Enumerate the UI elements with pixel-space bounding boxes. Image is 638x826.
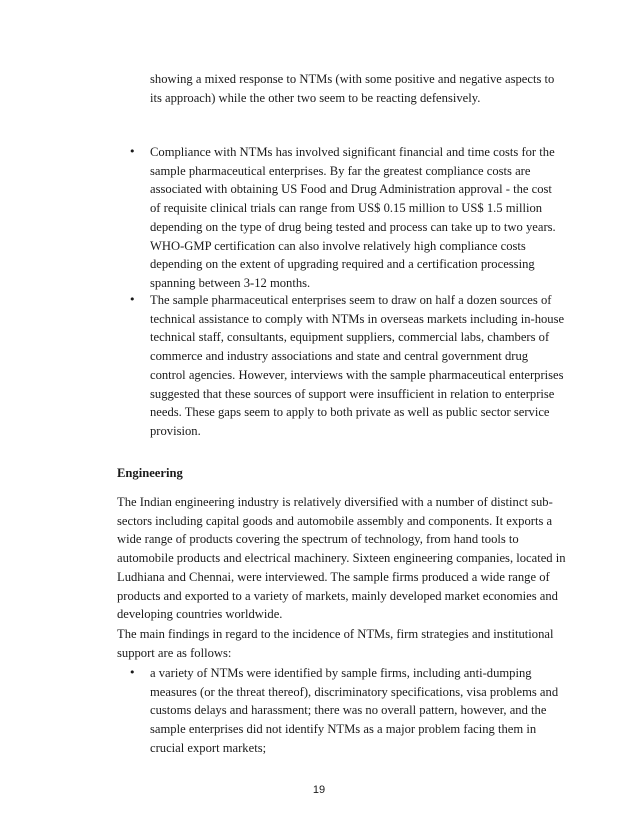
text-line: The sample pharmaceutical enterprises seem to draw on half a dozen sources of bbox=[150, 293, 552, 307]
section-heading: Engineering bbox=[117, 466, 183, 480]
bullet-item bbox=[129, 143, 580, 293]
bullet-item bbox=[129, 664, 580, 758]
text-line: The Indian engineering industry is relatively diversified with a number of distinct sub- bbox=[117, 495, 553, 509]
text-line: control agencies. However, interviews with the sample pharmaceutical enterprises bbox=[150, 367, 564, 382]
body-paragraph bbox=[117, 625, 567, 662]
text-line: WHO-GMP certification can also involve relatively high compliance costs bbox=[150, 238, 526, 253]
text-line: needs. These gaps seem to apply to both private as well as public sector service bbox=[150, 405, 550, 420]
text-line: commerce and industry associations and state and central government drug bbox=[150, 349, 529, 364]
text-line: automobile products and electrical machinery. Sixteen engineering companies, located in bbox=[117, 551, 566, 566]
text-line: technical staff, consultants, equipment suppliers, commercial labs, chambers of bbox=[150, 330, 550, 345]
text-line: developing countries worldwide. bbox=[117, 607, 283, 622]
text-line: Compliance with NTMs has involved significant financial and time costs for the bbox=[150, 145, 555, 159]
text-line: crucial export markets; bbox=[150, 740, 267, 755]
bullet-icon: • bbox=[129, 145, 136, 158]
text-line: showing a mixed response to NTMs (with some positive and negative aspects to bbox=[150, 72, 555, 86]
text-line: associated with obtaining US Food and Drug Administration approval - the cost bbox=[150, 182, 552, 197]
text-line: depending on the extent of upgrading required and a certification processing bbox=[150, 257, 535, 272]
text-line: measures (or the threat thereof), discriminatory specifications, visa problems and bbox=[150, 684, 559, 699]
text-line: suggested that these sources of support were insufficient in relation to enterprise bbox=[150, 386, 555, 401]
text-line: depending on the type of drug being tested and process can take up to two years. bbox=[150, 219, 556, 234]
body-paragraph bbox=[117, 493, 567, 624]
text-line: provision. bbox=[150, 423, 201, 438]
bullet-icon: • bbox=[129, 666, 136, 679]
text-line: wide range of products covering the spectrum of technology, from hand tools to bbox=[117, 532, 519, 547]
text-line: sample pharmaceutical enterprises. By far the greatest compliance costs are bbox=[150, 163, 531, 178]
text-line: products and exported to a variety of markets, mainly developed market economies and bbox=[117, 588, 558, 603]
text-line: a variety of NTMs were identified by sample firms, including anti-dumping bbox=[150, 666, 532, 680]
bullet-item bbox=[129, 291, 580, 441]
text-line: spanning between 3-12 months. bbox=[150, 275, 311, 290]
page-number: 19 bbox=[312, 784, 326, 796]
text-line: sectors including capital goods and automobile assembly and components. It exports a bbox=[117, 513, 553, 528]
text-line: technical assistance to comply with NTMs in overseas markets including in-house bbox=[150, 311, 565, 326]
continuation-paragraph bbox=[150, 70, 580, 107]
text-line: sample enterprises did not identify NTMs as a major problem facing them in bbox=[150, 722, 537, 737]
text-line: Ludhiana and Chennai, were interviewed. The sample firms produced a wide range of bbox=[117, 569, 550, 584]
text-line: its approach) while the other two seem to be reacting defensively. bbox=[150, 90, 481, 105]
bullet-icon: • bbox=[129, 293, 136, 306]
text-line: customs delays and harassment; there was no overall pattern, however, and the bbox=[150, 703, 547, 718]
text-line: The main findings in regard to the incidence of NTMs, firm strategies and institutional bbox=[117, 627, 554, 641]
text-line: support are as follows: bbox=[117, 645, 232, 660]
text-line: of requisite clinical trials can range from US$ 0.15 million to US$ 1.5 million bbox=[150, 201, 543, 216]
